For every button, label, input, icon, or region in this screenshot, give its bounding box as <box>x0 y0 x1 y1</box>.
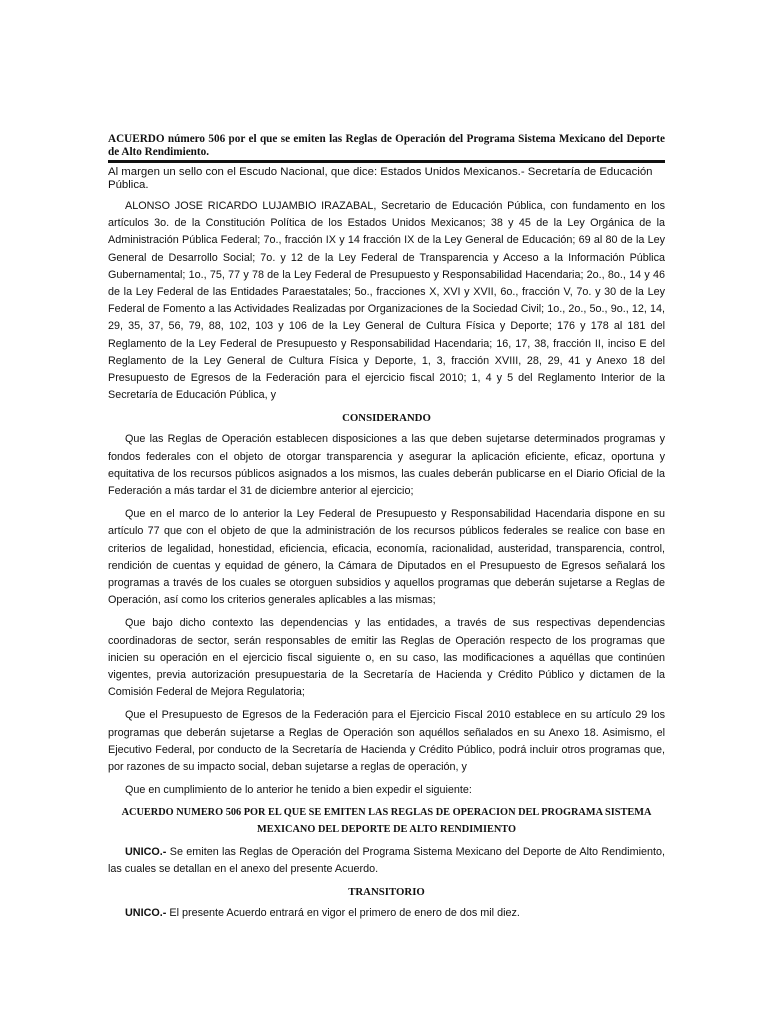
acuerdo-heading: ACUERDO NUMERO 506 POR EL QUE SE EMITEN LAS REGLAS DE OPERACION DEL PROGRAMA SISTEMA MEXICANO DEL DEPORTE DE ALTO RENDIMIENTO <box>121 806 652 835</box>
considerando-paragraph: Que en cumplimiento de lo anterior he tenido a bien expedir el siguiente: <box>125 784 472 797</box>
transitorio-label: UNICO.- <box>125 906 167 919</box>
intro-paragraph: ALONSO JOSE RICARDO LUJAMBIO IRAZABAL, Secretario de Educación Pública, con fundamento en los artículos 3o. de la Constitución Política de los Estados Unidos Mexicanos; 38 y 45 de la Ley Orgánica de la Administración Pública Federal; 7o., fracción IX y 14 fracción IX de la Ley General de Educación; 69 al 80 de la Ley General de Desarrollo Social; 7o. y 12 de la Ley Federal de Transparencia y Acceso a la Información Pública Gubernamental; 1o., 75, 77 y 78 de la Ley Federal de Presupuesto y Responsabilidad Hacendaria; 2o., 8o., 14 y 46 de la Ley Federal de las Entidades Paraestatales; 5o., fracciones X, XVI y XVII, 6o., fracción V, 7o. y 30 de la Ley Federal de Fomento a las Actividades Realizadas por Organizaciones de la Sociedad Civil; 1o., 2o., 5o., 9o., 12, 14, 29, 35, 37, 56, 79, 88, 102, 103 y 106 de la Ley General de Cultura Física y Deporte; 176 y 178 al 181 del Reglamento de la Ley Federal de Presupuesto y Responsabilidad Hacendaria; 16, 17, 38, fracción II, inciso E del Reglamento de la Ley General de Cultura Física y Deporte, 1, 3, fracción XVIII, 28, 29, 41 y Anexo 18 del Presupuesto de Egresos de la Federación para el ejercicio fiscal 2010; 1, 4 y 5 del Reglamento Interior de la Secretaría de Educación Pública, y <box>108 200 665 402</box>
document-title: ACUERDO número 506 por el que se emiten las Reglas de Operación del Programa Sistema Mexicano del Deporte de Alto Rendimiento. <box>108 133 665 163</box>
considerando-heading: CONSIDERANDO <box>342 412 431 425</box>
considerando-paragraph: Que bajo dicho contexto las dependencias y las entidades, a través de sus respectivas dependencias coordinadoras de sector, serán responsables de emitir las Reglas de Operación respecto de los programas que inicien su operación en el ejercicio fiscal siguiente o, en su caso, las modificaciones a aquéllas que continúen vigentes, previa autorización presupuestaria de la Secretaría de Hacienda y Crédito Público y dictamen de la Comisión Federal de Mejora Regulatoria; <box>108 617 665 699</box>
considerando-paragraph: Que las Reglas de Operación establecen disposiciones a las que deben sujetarse determinados programas y fondos federales con el objeto de otorgar transparencia y asegurar la aplicación eficiente, eficaz, oportuna y equitativa de los recursos públicos asignados a los mismos, las cuales deberán publicarse en el Diario Oficial de la Federación a más tardar el 31 de diciembre anterior al ejercicio; <box>108 433 665 498</box>
document-page <box>108 133 665 922</box>
margin-note: Al margen un sello con el Escudo Nacional, que dice: Estados Unidos Mexicanos.- Secretaría de Educación Pública. <box>108 166 653 191</box>
unico-label: UNICO.- <box>125 845 167 858</box>
considerando-paragraph: Que el Presupuesto de Egresos de la Federación para el Ejercicio Fiscal 2010 establece en su artículo 29 los programas que deberán sujetarse a Reglas de Operación son aquéllos señalados en su Anexo 18. Asimismo, el Ejecutivo Federal, por conducto de la Secretaría de Hacienda y Crédito Público, podrá incluir otros programas que, por razones de su impacto social, deban sujetarse a reglas de operación, y <box>108 709 665 774</box>
transitorio-text: El presente Acuerdo entrará en vigor el primero de enero de dos mil diez. <box>166 906 520 919</box>
transitorio-heading: TRANSITORIO <box>348 885 425 898</box>
considerando-paragraph: Que en el marco de lo anterior la Ley Federal de Presupuesto y Responsabilidad Hacendaria dispone en su artículo 77 que con el objeto de que la administración de los recursos públicos federales se realice con base en criterios de legalidad, honestidad, eficiencia, eficacia, economía, racionalidad, austeridad, transparencia, control, rendición de cuentas y equidad de género, la Cámara de Diputados en el Presupuesto de Egresos señalará los programas a través de los cuales se otorguen subsidios y aquellos programas que deberán sujetarse a Reglas de Operación, así como los criterios generales aplicables a las mismas; <box>108 508 665 607</box>
unico-article <box>108 844 665 878</box>
transitorio-article <box>108 905 665 922</box>
unico-text: Se emiten las Reglas de Operación del Programa Sistema Mexicano del Deporte de Alto Rendimiento, las cuales se detallan en el anexo del presente Acuerdo. <box>108 845 665 875</box>
